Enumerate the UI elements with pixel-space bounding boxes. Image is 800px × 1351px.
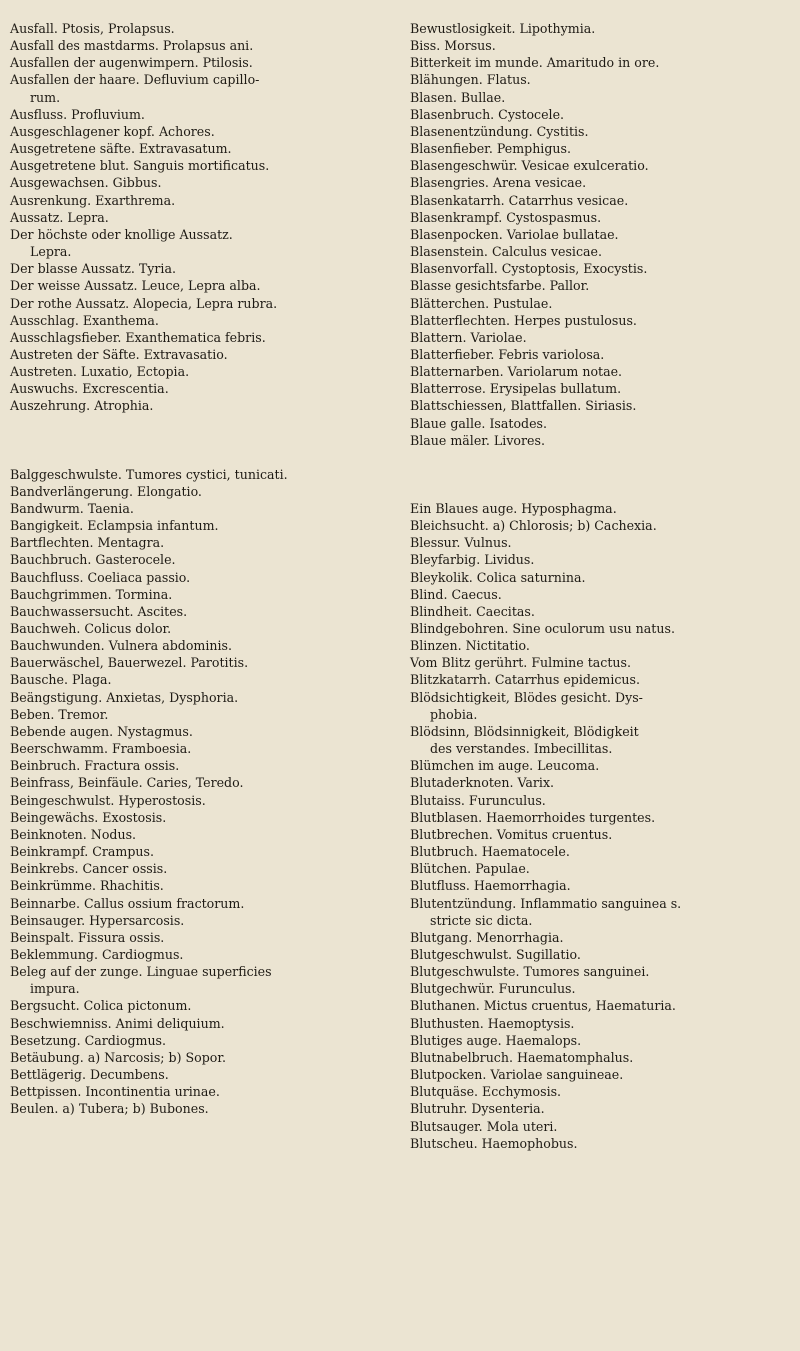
entry-text: Bandwurm. Taenia. [10, 500, 134, 516]
dictionary-entry [410, 54, 792, 71]
dictionary-entry [10, 757, 395, 774]
dictionary-entry [10, 723, 395, 740]
entry-text: Ein Blaues auge. Hyposphagma. [410, 500, 617, 516]
entry-text: Ausgeschlagener kopf. Achores. [10, 123, 215, 139]
entry-text: Blasengries. Arena vesicae. [410, 175, 587, 191]
entry-text: Ausfallen der augenwimpern. Ptilosis. [10, 55, 253, 71]
entry-text: Bleyfarbig. Lividus. [410, 552, 535, 568]
entry-text: Blasenbruch. Cystocele. [410, 106, 565, 122]
dictionary-entry [10, 551, 395, 568]
entry-text: Blaue galle. Isatodes. [410, 415, 548, 431]
entry-text: Blindheit. Caecitas. [410, 603, 535, 619]
dictionary-entry [410, 140, 792, 157]
dictionary-entry [10, 843, 395, 860]
dictionary-entry [10, 312, 395, 329]
entry-text: Blutnabelbruch. Haematomphalus. [410, 1049, 634, 1065]
entry-text: Der weisse Aussatz. Leuce, Lepra alba. [10, 278, 261, 294]
dictionary-entry [410, 415, 792, 432]
dictionary-entry [410, 843, 792, 860]
dictionary-entry [10, 603, 395, 620]
dictionary-entry [10, 157, 395, 174]
entry-text: Bausche. Plaga. [10, 672, 112, 688]
entry-text: Balggeschwulste. Tumores cystici, tunicati. [10, 466, 288, 482]
dictionary-entry [410, 123, 792, 140]
entry-text: Beinkrampf. Crampus. [10, 844, 154, 860]
dictionary-entry [410, 1100, 792, 1117]
dictionary-entry [410, 295, 792, 312]
entry-text: Der rothe Aussatz. Alopecia, Lepra rubra. [10, 295, 278, 311]
dictionary-entry [410, 71, 792, 88]
dictionary-entry [10, 346, 395, 363]
dictionary-entry [410, 997, 792, 1014]
entry-text: Bangigkeit. Eclampsia infantum. [10, 518, 219, 534]
entry-text: Blasenstein. Calculus vesicae. [410, 244, 602, 260]
dictionary-entry [410, 363, 792, 380]
dictionary-entry [410, 397, 792, 414]
dictionary-entry [410, 551, 792, 568]
dictionary-entry [410, 929, 792, 946]
entry-text: Bleykolik. Colica saturnina. [410, 569, 586, 585]
entry-text: Blasse gesichtsfarbe. Pallor. [410, 278, 590, 294]
dictionary-entry [10, 277, 395, 294]
dictionary-entry [10, 123, 395, 140]
entry-text: Bauerwäschel, Bauerwezel. Parotitis. [10, 655, 249, 671]
entry-text: Bartflechten. Mentagra. [10, 535, 165, 551]
entry-text: Blessur. Vulnus. [410, 535, 512, 551]
entry-text: Blatterflechten. Herpes pustulosus. [410, 312, 637, 328]
dictionary-entry [410, 895, 792, 929]
entry-text: Ausschlag. Exanthema. [10, 312, 159, 328]
dictionary-entry [10, 37, 395, 54]
dictionary-entry [410, 89, 792, 106]
dictionary-entry [410, 689, 792, 723]
entry-text: Beinkrebs. Cancer ossis. [10, 861, 168, 877]
entry-text: Beängstigung. Anxietas, Dysphoria. [10, 689, 239, 705]
entry-text: Blutscheu. Haemophobus. [410, 1135, 578, 1151]
entry-continuation: des verstandes. Imbecillitas. [430, 741, 613, 757]
dictionary-entry [10, 500, 395, 517]
dictionary-entry [410, 637, 792, 654]
entry-text: Blatterfieber. Febris variolosa. [410, 346, 605, 362]
entry-text: Ausrenkung. Exarthrema. [10, 192, 176, 208]
entry-text: Blattschiessen, Blattfallen. Siriasis. [410, 398, 637, 414]
entry-text: Blindgebohren. Sine oculorum usu natus. [410, 621, 675, 636]
dictionary-entry [410, 586, 792, 603]
entry-text: Blattern. Variolae. [410, 329, 527, 345]
entry-text: Blutgeschwulste. Tumores sanguinei. [410, 964, 650, 980]
dictionary-entry [10, 174, 395, 191]
dictionary-entry [410, 946, 792, 963]
dictionary-entry [410, 774, 792, 791]
entry-text: Bewustlosigkeit. Lipothymia. [410, 21, 596, 36]
dictionary-entry [410, 1049, 792, 1066]
dictionary-entry [410, 877, 792, 894]
dictionary-entry [410, 380, 792, 397]
entry-text: Beulen. a) Tubera; b) Bubones. [10, 1101, 209, 1117]
dictionary-entry [410, 603, 792, 620]
entry-text: Beinfrass, Beinfäule. Caries, Teredo. [10, 775, 244, 791]
entry-text: Ausfall des mastdarms. Prolapsus ani. [10, 38, 254, 54]
dictionary-entry [10, 140, 395, 157]
dictionary-entry [10, 1032, 395, 1049]
dictionary-entry [10, 826, 395, 843]
dictionary-entry [10, 877, 395, 894]
dictionary-entry [10, 1015, 395, 1032]
entry-text: Blatternarben. Variolarum notae. [410, 364, 623, 380]
dictionary-entry [410, 723, 792, 757]
dictionary-entry [10, 946, 395, 963]
dictionary-entry [410, 329, 792, 346]
dictionary-entry [10, 895, 395, 912]
entry-text: Beinspalt. Fissura ossis. [10, 929, 165, 945]
dictionary-entry [10, 329, 395, 346]
section-gap [10, 415, 395, 466]
dictionary-entry [410, 569, 792, 586]
entry-continuation: stricte sic dicta. [430, 912, 533, 928]
entry-text: Bettpissen. Incontinentia urinae. [10, 1084, 220, 1100]
dictionary-entry [10, 637, 395, 654]
dictionary-entry [410, 226, 792, 243]
dictionary-entry [10, 1083, 395, 1100]
entry-text: Blasen. Bullae. [410, 89, 506, 105]
dictionary-entry [410, 37, 792, 54]
left-column [10, 20, 395, 1118]
right-section-b [410, 500, 792, 1152]
dictionary-entry [410, 277, 792, 294]
entry-text: Vom Blitz gerührt. Fulmine tactus. [410, 655, 631, 671]
entry-text: Blutentzündung. Inflammatio sanguinea s. [410, 895, 682, 911]
dictionary-entry [410, 654, 792, 671]
entry-text: Blasenkatarrh. Catarrhus vesicae. [410, 192, 629, 208]
dictionary-entry [10, 295, 395, 312]
dictionary-entry [10, 620, 395, 637]
entry-text: Biss. Morsus. [410, 38, 496, 54]
dictionary-entry [410, 809, 792, 826]
dictionary-entry [10, 1066, 395, 1083]
entry-text: Aussatz. Lepra. [10, 209, 109, 225]
dictionary-entry [410, 1135, 792, 1152]
dictionary-entry [10, 260, 395, 277]
dictionary-entry [10, 671, 395, 688]
dictionary-entry [410, 517, 792, 534]
entry-text: Bauchweh. Colicus dolor. [10, 621, 172, 636]
entry-text: Blutgang. Menorrhagia. [410, 929, 564, 945]
entry-continuation: Lepra. [30, 244, 72, 260]
entry-text: Beinbruch. Fractura ossis. [10, 758, 180, 774]
dictionary-entry [410, 346, 792, 363]
right-column [410, 20, 792, 1152]
dictionary-entry [10, 689, 395, 706]
dictionary-entry [10, 997, 395, 1014]
dictionary-entry [410, 174, 792, 191]
entry-text: Beben. Tremor. [10, 706, 109, 722]
dictionary-entry [10, 912, 395, 929]
entry-text: Blind. Caecus. [410, 586, 502, 602]
entry-text: Ausgetretene blut. Sanguis mortificatus. [10, 158, 270, 174]
entry-text: Bebende augen. Nystagmus. [10, 723, 193, 739]
entry-text: Blutbrechen. Vomitus cruentus. [410, 826, 613, 842]
entry-text: Beinsauger. Hypersarcosis. [10, 912, 185, 928]
entry-text: Blutquäse. Ecchymosis. [410, 1084, 562, 1100]
dictionary-entry [10, 534, 395, 551]
dictionary-entry [10, 654, 395, 671]
entry-text: Bandverlängerung. Elongatio. [10, 483, 202, 499]
entry-text: Blinzen. Nictitatio. [410, 638, 530, 654]
entry-continuation: impura. [30, 981, 80, 997]
entry-text: Beinnarbe. Callus ossium fractorum. [10, 895, 245, 911]
dictionary-entry [10, 483, 395, 500]
dictionary-entry [10, 860, 395, 877]
dictionary-entry [10, 706, 395, 723]
dictionary-entry [410, 980, 792, 997]
entry-text: Blutaiss. Furunculus. [410, 792, 546, 808]
dictionary-entry [10, 517, 395, 534]
entry-text: Bauchbruch. Gasterocele. [10, 552, 176, 568]
entry-text: Bluthusten. Haemoptysis. [410, 1015, 575, 1031]
entry-text: Bergsucht. Colica pictonum. [10, 998, 192, 1014]
dictionary-entry [10, 792, 395, 809]
entry-text: Blasenkrampf. Cystospasmus. [410, 209, 602, 225]
entry-text: Besetzung. Cardiogmus. [10, 1032, 167, 1048]
dictionary-entry [410, 860, 792, 877]
dictionary-entry [410, 243, 792, 260]
entry-text: Blasenvorfall. Cystoptosis, Exocystis. [410, 261, 648, 277]
entry-text: Bauchgrimmen. Tormina. [10, 586, 173, 602]
dictionary-entry [410, 312, 792, 329]
entry-text: Blutgeschwulst. Sugillatio. [410, 946, 581, 962]
entry-text: Blutfluss. Haemorrhagia. [410, 878, 571, 894]
entry-text: Bluthanen. Mictus cruentus, Haematuria. [410, 998, 676, 1014]
entry-text: Beinknoten. Nodus. [10, 826, 137, 842]
dictionary-entry [410, 1015, 792, 1032]
dictionary-entry [410, 157, 792, 174]
dictionary-entry [410, 1032, 792, 1049]
dictionary-entry [10, 586, 395, 603]
entry-text: Blutgechwür. Furunculus. [410, 981, 576, 997]
dictionary-entry [410, 500, 792, 517]
dictionary-entry [10, 226, 395, 260]
entry-text: Beschwiemniss. Animi deliquium. [10, 1015, 225, 1031]
dictionary-entry [10, 740, 395, 757]
entry-text: Blatterrose. Erysipelas bullatum. [410, 381, 622, 397]
entry-text: Ausschlagsfieber. Exanthematica febris. [10, 329, 266, 345]
entry-text: Blaue mäler. Livores. [410, 432, 545, 448]
entry-text: Blasenfieber. Pemphigus. [410, 141, 571, 157]
entry-text: Austreten der Säfte. Extravasatio. [10, 346, 228, 362]
dictionary-entry [10, 54, 395, 71]
entry-text: Beleg auf der zunge. Linguae superficies [10, 964, 272, 980]
dictionary-entry [410, 1118, 792, 1135]
entry-text: Ausgetretene säfte. Extravasatum. [10, 141, 232, 157]
entry-text: Auszehrung. Atrophia. [10, 398, 154, 414]
entry-text: Blasenpocken. Variolae bullatae. [410, 226, 619, 242]
entry-text: Bauchwunden. Vulnera abdominis. [10, 638, 232, 654]
entry-text: Blitzkatarrh. Catarrhus epidemicus. [410, 672, 640, 688]
entry-continuation: phobia. [430, 706, 478, 722]
dictionary-entry [410, 757, 792, 774]
entry-text: Ausfall. Ptosis, Prolapsus. [10, 21, 175, 36]
entry-text: Auswuchs. Excrescentia. [10, 381, 169, 397]
entry-text: Blätterchen. Pustulae. [410, 295, 553, 311]
entry-text: Blutruhr. Dysenteria. [410, 1101, 545, 1117]
dictionary-entry [410, 1083, 792, 1100]
entry-text: Bitterkeit im munde. Amaritudo in ore. [410, 55, 660, 71]
right-section-a [410, 20, 792, 449]
entry-text: Der höchste oder knollige Aussatz. [10, 226, 233, 242]
entry-text: Ausfluss. Profluvium. [10, 106, 145, 122]
dictionary-entry [410, 826, 792, 843]
dictionary-entry [10, 809, 395, 826]
dictionary-entry [10, 1049, 395, 1066]
entry-text: Blutpocken. Variolae sanguineae. [410, 1067, 624, 1083]
dictionary-entry [10, 71, 395, 105]
entry-text: Blütchen. Papulae. [410, 861, 530, 877]
entry-text: Blasenentzündung. Cystitis. [410, 123, 589, 139]
entry-text: Blähungen. Flatus. [410, 72, 531, 88]
entry-text: Beklemmung. Cardiogmus. [10, 946, 184, 962]
section-gap [410, 449, 792, 500]
dictionary-entry [410, 192, 792, 209]
entry-text: Blutblasen. Haemorrhoides turgentes. [410, 809, 656, 825]
entry-text: Blutsauger. Mola uteri. [410, 1118, 558, 1134]
dictionary-entry [10, 963, 395, 997]
entry-text: Ausfallen der haare. Defluvium capillo- [10, 72, 260, 88]
dictionary-entry [10, 106, 395, 123]
dictionary-entry [410, 20, 792, 37]
entry-text: Blutbruch. Haematocele. [410, 844, 570, 860]
entry-text: Blasengeschwür. Vesicae exulceratio. [410, 158, 649, 174]
entry-text: Bleichsucht. a) Chlorosis; b) Cachexia. [410, 518, 657, 534]
dictionary-entry [10, 192, 395, 209]
entry-text: Blümchen im auge. Leucoma. [410, 758, 600, 774]
dictionary-entry [410, 671, 792, 688]
dictionary-entry [410, 209, 792, 226]
entry-text: Bettlägerig. Decumbens. [10, 1067, 169, 1083]
dictionary-entry [410, 1066, 792, 1083]
dictionary-entry [410, 432, 792, 449]
dictionary-entry [410, 792, 792, 809]
entry-text: Betäubung. a) Narcosis; b) Sopor. [10, 1049, 227, 1065]
dictionary-entry [10, 380, 395, 397]
entry-text: Blödsichtigkeit, Blödes gesicht. Dys- [410, 689, 643, 705]
entry-text: Bauchfluss. Coeliaca passio. [10, 569, 191, 585]
entry-text: Beingewächs. Exostosis. [10, 809, 167, 825]
dictionary-entry [10, 209, 395, 226]
dictionary-entry [410, 963, 792, 980]
entry-text: Bauchwassersucht. Ascites. [10, 603, 188, 619]
entry-text: Beinkrümme. Rhachitis. [10, 878, 164, 894]
dictionary-entry [10, 1100, 395, 1117]
left-section-a [10, 20, 395, 415]
dictionary-entry [410, 106, 792, 123]
dictionary-entry [10, 20, 395, 37]
dictionary-entry [10, 363, 395, 380]
dictionary-entry [10, 466, 395, 483]
dictionary-entry [410, 260, 792, 277]
entry-text: Beerschwamm. Framboesia. [10, 741, 192, 757]
entry-text: Beingeschwulst. Hyperostosis. [10, 792, 206, 808]
entry-text: Blutiges auge. Haemalops. [410, 1032, 582, 1048]
entry-text: Ausgewachsen. Gibbus. [10, 175, 162, 191]
entry-continuation: rum. [30, 89, 61, 105]
entry-text: Blutaderknoten. Varix. [410, 775, 555, 791]
entry-text: Austreten. Luxatio, Ectopia. [10, 364, 190, 380]
entry-text: Blödsinn, Blödsinnigkeit, Blödigkeit [410, 723, 639, 739]
dictionary-entry [10, 397, 395, 414]
dictionary-entry [410, 620, 792, 637]
entry-text: Der blasse Aussatz. Tyria. [10, 261, 176, 277]
dictionary-entry [410, 534, 792, 551]
left-section-b [10, 466, 395, 1118]
dictionary-entry [10, 774, 395, 791]
dictionary-entry [10, 929, 395, 946]
dictionary-entry [10, 569, 395, 586]
